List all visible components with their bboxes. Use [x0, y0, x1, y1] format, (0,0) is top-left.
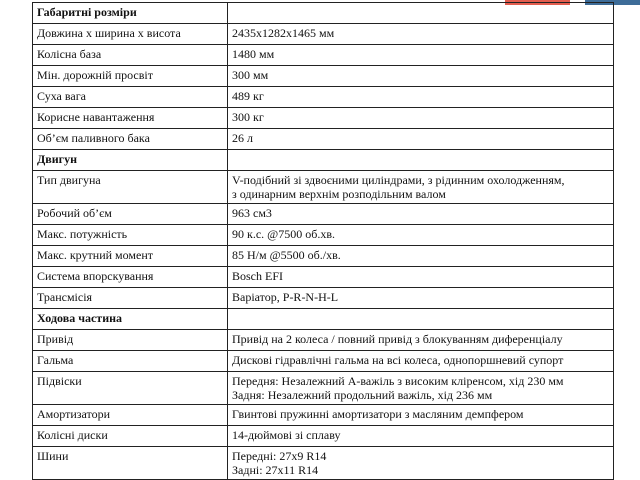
spec-value-cell	[228, 330, 614, 351]
spec-label: Макс. крутний момент	[33, 246, 228, 267]
spec-value: Привід на 2 колеса / повний привід з блокуванням диференціалу	[232, 332, 563, 346]
spec-row	[33, 267, 614, 288]
spec-row	[33, 129, 614, 150]
spec-row	[33, 87, 614, 108]
spec-value: 489 кг	[232, 89, 264, 103]
spec-value-cell	[228, 288, 614, 309]
spec-label: Суха вага	[33, 87, 228, 108]
spec-value: 90 к.с. @7500 об.хв.	[232, 227, 335, 241]
spec-row	[33, 45, 614, 66]
spec-value-cell	[228, 225, 614, 246]
spec-value: Bosch EFI	[232, 269, 283, 283]
spec-value: Задні: 27x11 R14	[232, 463, 319, 477]
spec-label: Колісні диски	[33, 426, 228, 447]
section-blank-cell	[228, 3, 614, 24]
spec-row	[33, 426, 614, 447]
spec-value-cell	[228, 405, 614, 426]
spec-label: Підвіски	[33, 372, 228, 405]
spec-value-cell	[228, 447, 614, 480]
spec-label: Трансмісія	[33, 288, 228, 309]
spec-value-cell	[228, 171, 614, 204]
section-blank-cell	[228, 150, 614, 171]
spec-value: 963 см3	[232, 206, 272, 220]
spec-label: Система впорскування	[33, 267, 228, 288]
spec-value: 14-дюймові зі сплаву	[232, 428, 341, 442]
spec-value: 300 кг	[232, 110, 264, 124]
spec-row	[33, 225, 614, 246]
spec-value: Дискові гідравлічні гальма на всі колеса, однопоршневий супорт	[232, 353, 564, 367]
spec-label: Макс. потужність	[33, 225, 228, 246]
spec-value-cell	[228, 267, 614, 288]
spec-value: 300 мм	[232, 68, 269, 82]
spec-label: Гальма	[33, 351, 228, 372]
spec-value-cell	[228, 426, 614, 447]
spec-value: 1480 мм	[232, 47, 275, 61]
spec-label: Шини	[33, 447, 228, 480]
spec-value: Передні: 27x9 R14	[232, 449, 327, 463]
spec-value: 26 л	[232, 131, 253, 145]
spec-row	[33, 108, 614, 129]
spec-value-cell	[228, 351, 614, 372]
spec-value-cell	[228, 204, 614, 225]
section-header-row	[33, 3, 614, 24]
spec-row	[33, 66, 614, 87]
spec-label: Об’єм паливного бака	[33, 129, 228, 150]
spec-value: Варіатор, P-R-N-H-L	[232, 290, 339, 304]
spec-label: Робочий об’єм	[33, 204, 228, 225]
spec-value-cell	[228, 108, 614, 129]
spec-value-cell	[228, 45, 614, 66]
spec-row	[33, 24, 614, 45]
spec-label: Корисне навантаження	[33, 108, 228, 129]
spec-row	[33, 246, 614, 267]
spec-row	[33, 372, 614, 405]
spec-label: Колісна база	[33, 45, 228, 66]
spec-value: з одинарним верхнім розподільним валом	[232, 187, 446, 201]
section-title: Ходова частина	[33, 309, 228, 330]
spec-row	[33, 204, 614, 225]
spec-value-cell	[228, 372, 614, 405]
section-blank-cell	[228, 309, 614, 330]
spec-value-cell	[228, 246, 614, 267]
section-title: Двигун	[33, 150, 228, 171]
spec-value-cell	[228, 87, 614, 108]
spec-value-cell	[228, 129, 614, 150]
spec-value: Передня: Незалежний А-важіль з високим кліренсом, хід 230 мм	[232, 374, 564, 388]
spec-value-cell	[228, 66, 614, 87]
spec-row	[33, 171, 614, 204]
spec-value: 2435х1282х1465 мм	[232, 26, 335, 40]
section-header-row	[33, 309, 614, 330]
spec-label: Мін. дорожній просвіт	[33, 66, 228, 87]
spec-row	[33, 447, 614, 480]
spec-label: Тип двигуна	[33, 171, 228, 204]
spec-value: Гвинтові пружинні амортизатори з масляним демпфером	[232, 407, 524, 421]
spec-value-cell	[228, 24, 614, 45]
spec-label: Привід	[33, 330, 228, 351]
spec-label: Амортизатори	[33, 405, 228, 426]
section-header-row	[33, 150, 614, 171]
section-title: Габаритні розміри	[33, 3, 228, 24]
spec-label: Довжина х ширина х висота	[33, 24, 228, 45]
spec-row	[33, 330, 614, 351]
spec-value: 85 Н/м @5500 об./хв.	[232, 248, 341, 262]
spec-row	[33, 288, 614, 309]
spec-value: V-подібний зі здвоєними циліндрами, з рідинним охолодженням,	[232, 173, 565, 187]
spec-table	[32, 2, 614, 480]
spec-row	[33, 351, 614, 372]
spec-row	[33, 405, 614, 426]
spec-value: Задня: Незалежний продольний важіль, хід 236 мм	[232, 388, 493, 402]
